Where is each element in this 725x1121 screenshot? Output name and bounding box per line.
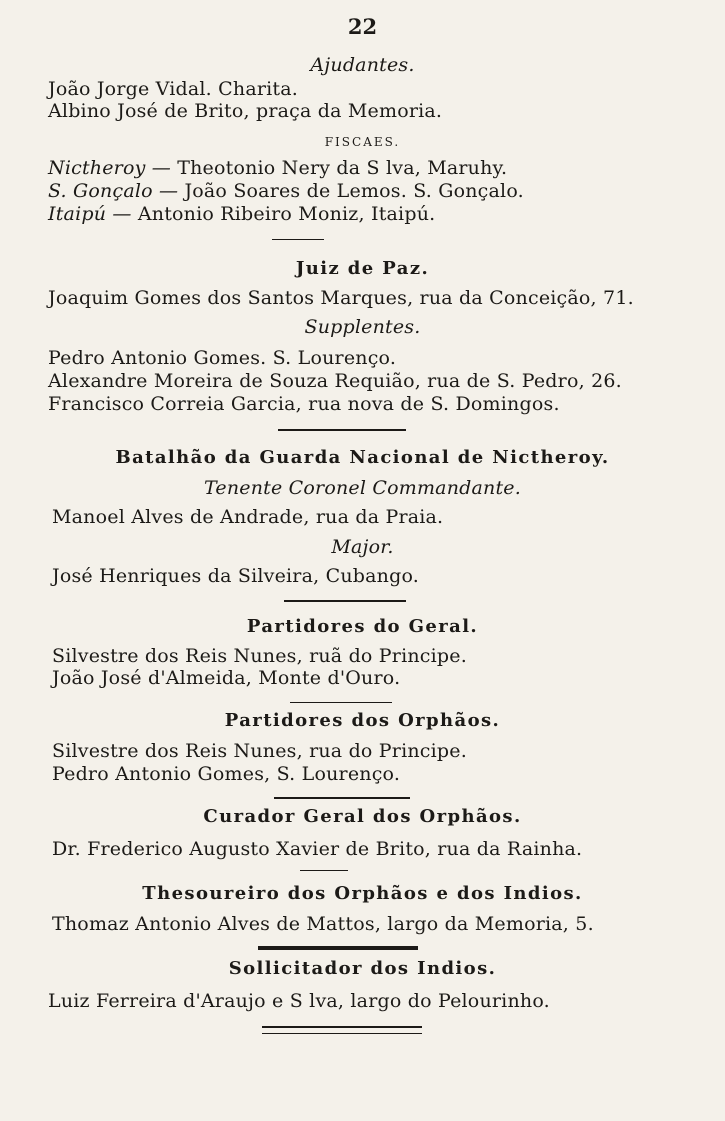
partidor-geral-entry-1: Silvestre dos Reis Nunes, ruã do Principe. [52,645,467,667]
fiscal-entry-3 [48,203,435,225]
fiscal-entry-2 [48,180,524,202]
supplentes-heading: Supplentes. [304,316,421,338]
batalhao-heading: Batalhão da Guarda Nacional de Nictheroy. [115,447,610,468]
divider [278,429,406,431]
divider-end-double [262,1033,422,1034]
fiscaes-heading: FISCAES. [324,135,401,149]
commandante-entry: Manoel Alves de Andrade, rua da Praia. [52,506,444,528]
ajudantes-heading: Ajudantes. [310,54,415,76]
thesoureiro-entry: Thomaz Antonio Alves de Mattos, largo da Memoria, 5. [52,913,594,935]
fiscal-place-2: S. Gonçalo — [48,180,179,202]
partidor-orphaos-entry-2: Pedro Antonio Gomes, S. Lourenço. [52,763,401,785]
fiscal-place-1: Nictheroy — [48,157,171,179]
partidor-geral-entry-2: João José d'Almeida, Monte d'Ouro. [52,667,401,689]
ajudante-entry-2: Albino José de Brito, praça da Memoria. [48,100,443,122]
divider-end [262,1026,422,1028]
major-entry: José Henriques da Silveira, Cubango. [52,565,419,587]
curador-heading: Curador Geral dos Orphãos. [203,806,522,827]
supplente-entry-2: Alexandre Moreira de Souza Requião, rua de S. Pedro, 26. [48,370,622,392]
divider-thick [258,946,418,950]
fiscal-place-3: Itaipú — [48,203,132,225]
divider [284,600,406,602]
divider [274,797,410,799]
supplente-entry-1: Pedro Antonio Gomes. S. Lourenço. [48,347,397,369]
fiscal-text-3: Antonio Ribeiro Moniz, Itaipú. [137,203,436,225]
divider-small [272,239,324,240]
curador-entry: Dr. Frederico Augusto Xavier de Brito, rua da Rainha. [52,838,583,860]
page-number: 22 [347,14,378,39]
juiz-heading: Juiz de Paz. [295,258,430,279]
sollicitador-heading: Sollicitador dos Indios. [228,958,497,979]
fiscal-text-2: João Soares de Lemos. S. Gonçalo. [184,180,524,202]
partidor-orphaos-entry-1: Silvestre dos Reis Nunes, rua do Principe. [52,740,467,762]
supplente-entry-3: Francisco Correia Garcia, rua nova de S. Domingos. [48,393,560,415]
partidores-geral-heading: Partidores do Geral. [246,616,479,637]
partidores-orphaos-heading: Partidores dos Orphãos. [224,710,501,731]
juiz-entry: Joaquim Gomes dos Santos Marques, rua da Conceição, 71. [48,287,634,309]
sollicitador-entry: Luiz Ferreira d'Araujo e S lva, largo do Pelourinho. [48,990,550,1012]
thesoureiro-heading: Thesoureiro dos Orphãos e dos Indios. [142,883,583,904]
tenente-coronel-heading: Tenente Coronel Commandante. [204,477,521,499]
major-heading: Major. [331,536,394,558]
fiscal-entry-1 [48,157,507,179]
divider-small [300,870,348,871]
divider [290,702,392,703]
ajudante-entry-1: João Jorge Vidal. Charita. [48,78,299,100]
fiscal-text-1: Theotonio Nery da S lva, Maruhy. [177,157,508,179]
